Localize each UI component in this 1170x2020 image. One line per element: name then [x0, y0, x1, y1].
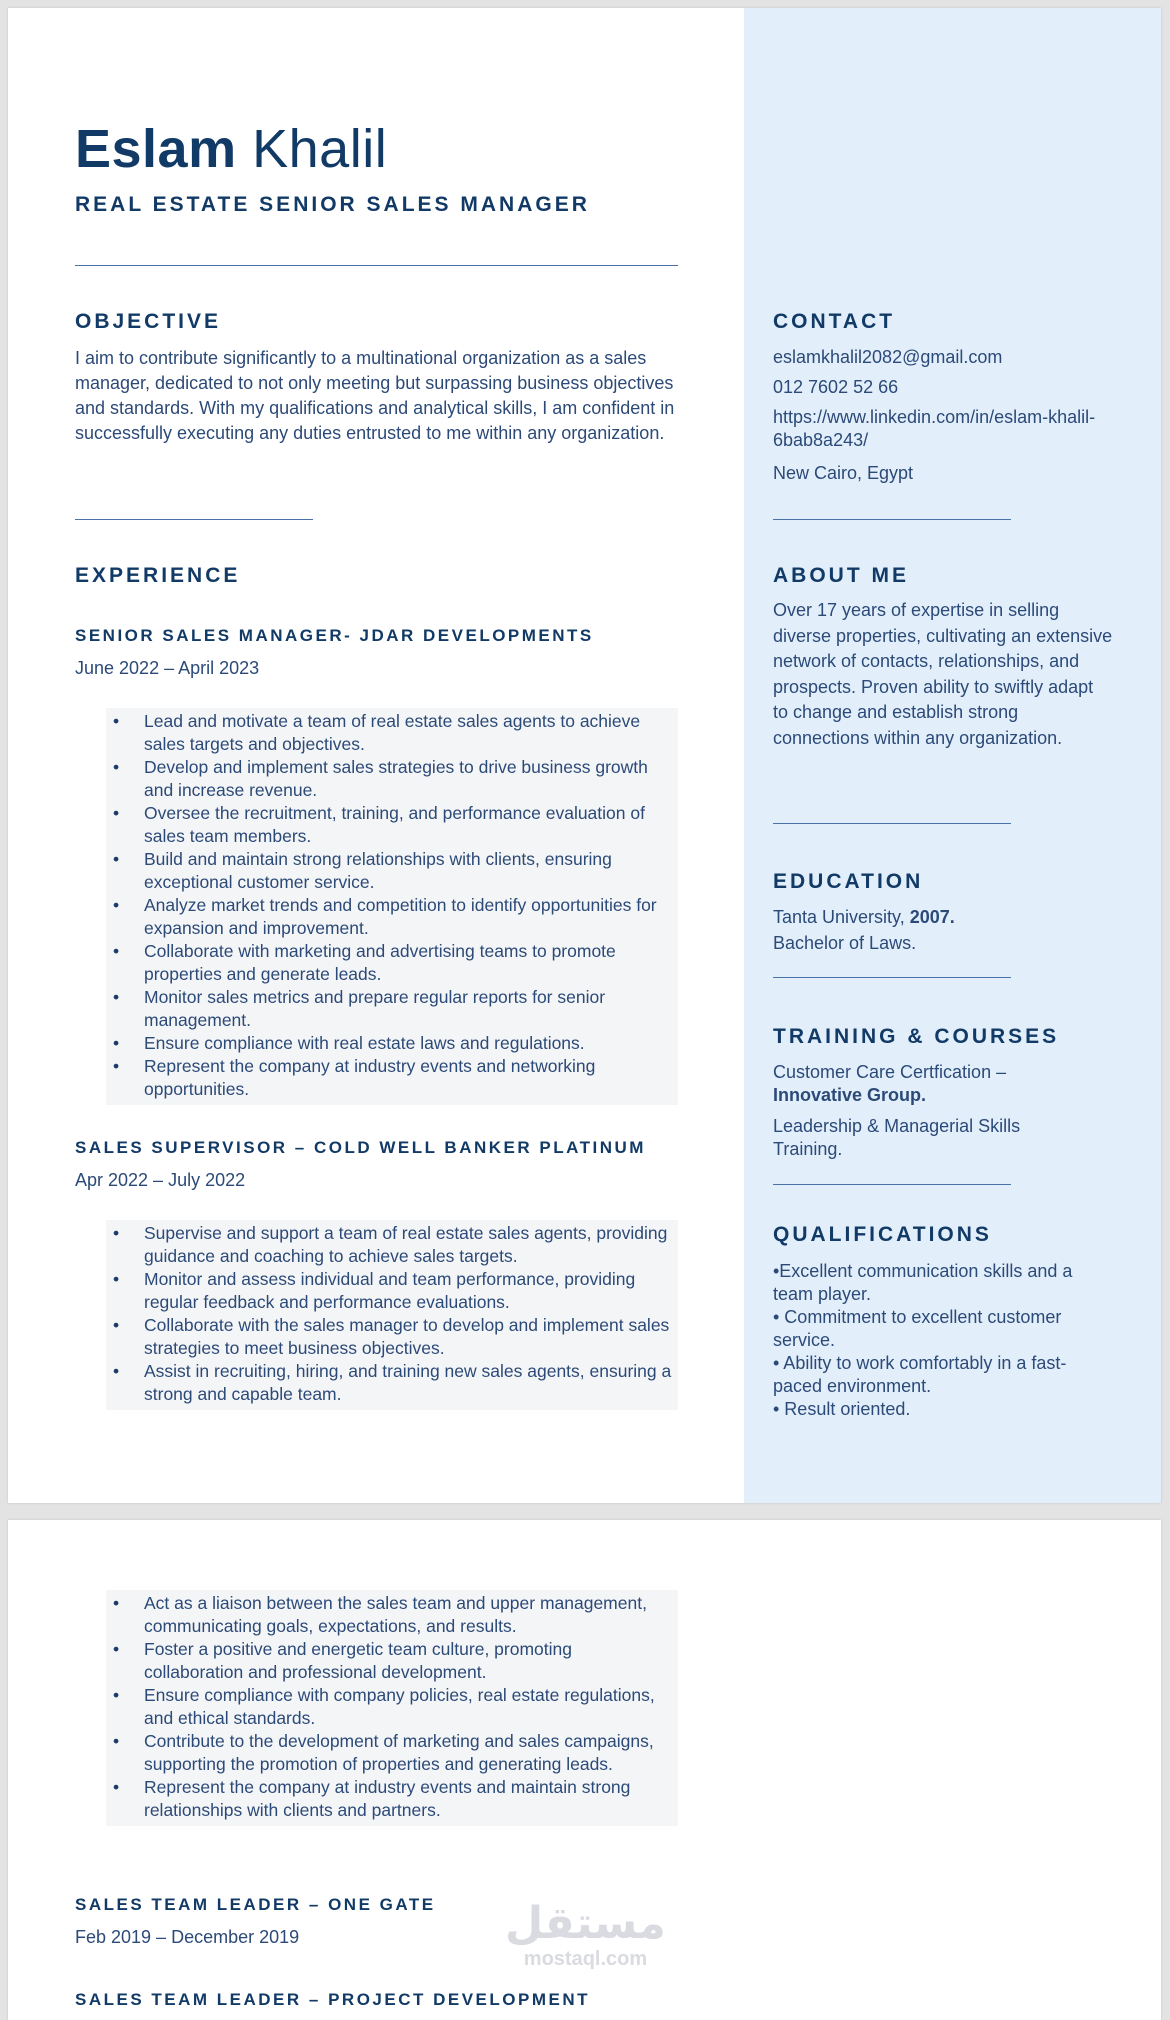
- job-title-3: SALES TEAM LEADER – ONE GATE: [75, 1895, 436, 1914]
- job-dates-2: Apr 2022 – July 2022: [75, 1170, 246, 1190]
- last-name: Khalil: [252, 119, 388, 179]
- candidate-name: [75, 118, 387, 180]
- objective-heading: OBJECTIVE: [75, 310, 222, 333]
- watermark-arabic: مستقل: [505, 1899, 666, 1948]
- about-heading: ABOUT ME: [773, 564, 909, 587]
- resume-page-1: [8, 8, 1161, 1503]
- about-divider: [773, 823, 1011, 824]
- education-year: 2007.: [909, 907, 955, 927]
- list-item: • Collaborate with marketing and advertising teams to promote properties and generate leads.: [144, 940, 678, 986]
- job-bullets-1: [106, 708, 678, 1105]
- training-course-2: Leadership & Managerial Skills Training.: [773, 1116, 1021, 1159]
- job-title-4: SALES TEAM LEADER – PROJECT DEVELOPMENT: [75, 1990, 590, 2009]
- list-item: • Act as a liaison between the sales team and upper management, communicating goals, expectations, and results.: [144, 1592, 678, 1638]
- list-item: • Supervise and support a team of real estate sales agents, providing guidance and coaching to achieve sales targets.: [144, 1222, 678, 1268]
- job-title-1: SENIOR SALES MANAGER- JDAR DEVELOPMENTS: [75, 626, 594, 645]
- contact-divider: [773, 519, 1011, 520]
- list-item: • Commitment to excellent customer service.: [773, 1307, 1062, 1350]
- job-title-2: SALES SUPERVISOR – COLD WELL BANKER PLATINUM: [75, 1138, 646, 1157]
- mostaql-watermark: [505, 1900, 666, 1970]
- training-divider: [773, 1184, 1011, 1185]
- job-dates-1: June 2022 – April 2023: [75, 658, 260, 678]
- first-name: Eslam: [75, 119, 237, 179]
- contact-email[interactable]: eslamkhalil2082@gmail.com: [773, 347, 1003, 367]
- training-course-1: [773, 1061, 1113, 1107]
- list-item: • Contribute to the development of marketing and sales campaigns, supporting the promotion of properties and generating leads.: [144, 1730, 678, 1776]
- training-course-1-org: Innovative Group.: [773, 1085, 927, 1105]
- list-item: • Represent the company at industry events and networking opportunities.: [144, 1055, 678, 1101]
- list-item: • Ensure compliance with real estate laws and regulations.: [144, 1032, 678, 1055]
- list-item: • Lead and motivate a team of real estate sales agents to achieve sales targets and objectives.: [144, 710, 678, 756]
- watermark-latin: mostaql.com: [523, 1948, 648, 1970]
- about-text: Over 17 years of expertise in selling diverse properties, cultivating an extensive network of contacts, relationships, and prospects. Proven ability to swiftly adapt to change and establish strong connections within any organization.: [773, 600, 1113, 748]
- list-item: • Analyze market trends and competition to identify opportunities for expansion and improvement.: [144, 894, 678, 940]
- list-item: • Monitor sales metrics and prepare regular reports for senior management.: [144, 986, 678, 1032]
- list-item: • Foster a positive and energetic team culture, promoting collaboration and professional development.: [144, 1638, 678, 1684]
- list-item: • Represent the company at industry events and maintain strong relationships with clients and partners.: [144, 1776, 678, 1822]
- list-item: • Ensure compliance with company policies, real estate regulations, and ethical standards.: [144, 1684, 678, 1730]
- list-item: • Collaborate with the sales manager to develop and implement sales strategies to meet business objectives.: [144, 1314, 678, 1360]
- education-school: Tanta University,: [773, 907, 905, 927]
- qualifications-heading: QUALIFICATIONS: [773, 1223, 992, 1246]
- job-title: REAL ESTATE SENIOR SALES MANAGER: [75, 193, 590, 216]
- education-divider: [773, 977, 1011, 978]
- list-item: • Result oriented.: [773, 1399, 911, 1419]
- education-heading: EDUCATION: [773, 870, 924, 893]
- contact-location: New Cairo, Egypt: [773, 463, 914, 483]
- list-item: •Excellent communication skills and a team player.: [773, 1261, 1073, 1304]
- education-school-line: [773, 906, 1113, 929]
- list-item: • Oversee the recruitment, training, and performance evaluation of sales team members.: [144, 802, 678, 848]
- list-item: • Assist in recruiting, hiring, and training new sales agents, ensuring a strong and capable team.: [144, 1360, 678, 1406]
- list-item: • Build and maintain strong relationships with clients, ensuring exceptional customer service.: [144, 848, 678, 894]
- qualifications-list: [773, 1260, 1088, 1421]
- objective-divider: [75, 519, 313, 520]
- contact-linkedin[interactable]: https://www.linkedin.com/in/eslam-khalil-6bab8a243/: [773, 407, 1096, 450]
- job-bullets-2: [106, 1220, 678, 1410]
- contact-phone: 012 7602 52 66: [773, 377, 899, 397]
- experience-heading: EXPERIENCE: [75, 564, 241, 587]
- objective-text: I aim to contribute significantly to a multinational organization as a sales manager, dedicated to not only meeting but surpassing business objectives and standards. With my qualifications and analytical skills, I am confident in successfully executing any duties entrusted to me within any organization.: [75, 348, 675, 443]
- job-bullets-2-continued: [106, 1590, 678, 1826]
- training-heading: TRAINING & COURSES: [773, 1025, 1060, 1048]
- list-item: • Monitor and assess individual and team performance, providing regular feedback and performance evaluations.: [144, 1268, 678, 1314]
- education-degree: Bachelor of Laws.: [773, 933, 917, 953]
- title-divider: [75, 265, 678, 266]
- job-dates-3: Feb 2019 – December 2019: [75, 1927, 300, 1947]
- list-item: • Develop and implement sales strategies to drive business growth and increase revenue.: [144, 756, 678, 802]
- contact-heading: CONTACT: [773, 310, 896, 333]
- training-course-1-name: Customer Care Certfication –: [773, 1062, 1007, 1082]
- list-item: • Ability to work comfortably in a fast-paced environment.: [773, 1353, 1067, 1396]
